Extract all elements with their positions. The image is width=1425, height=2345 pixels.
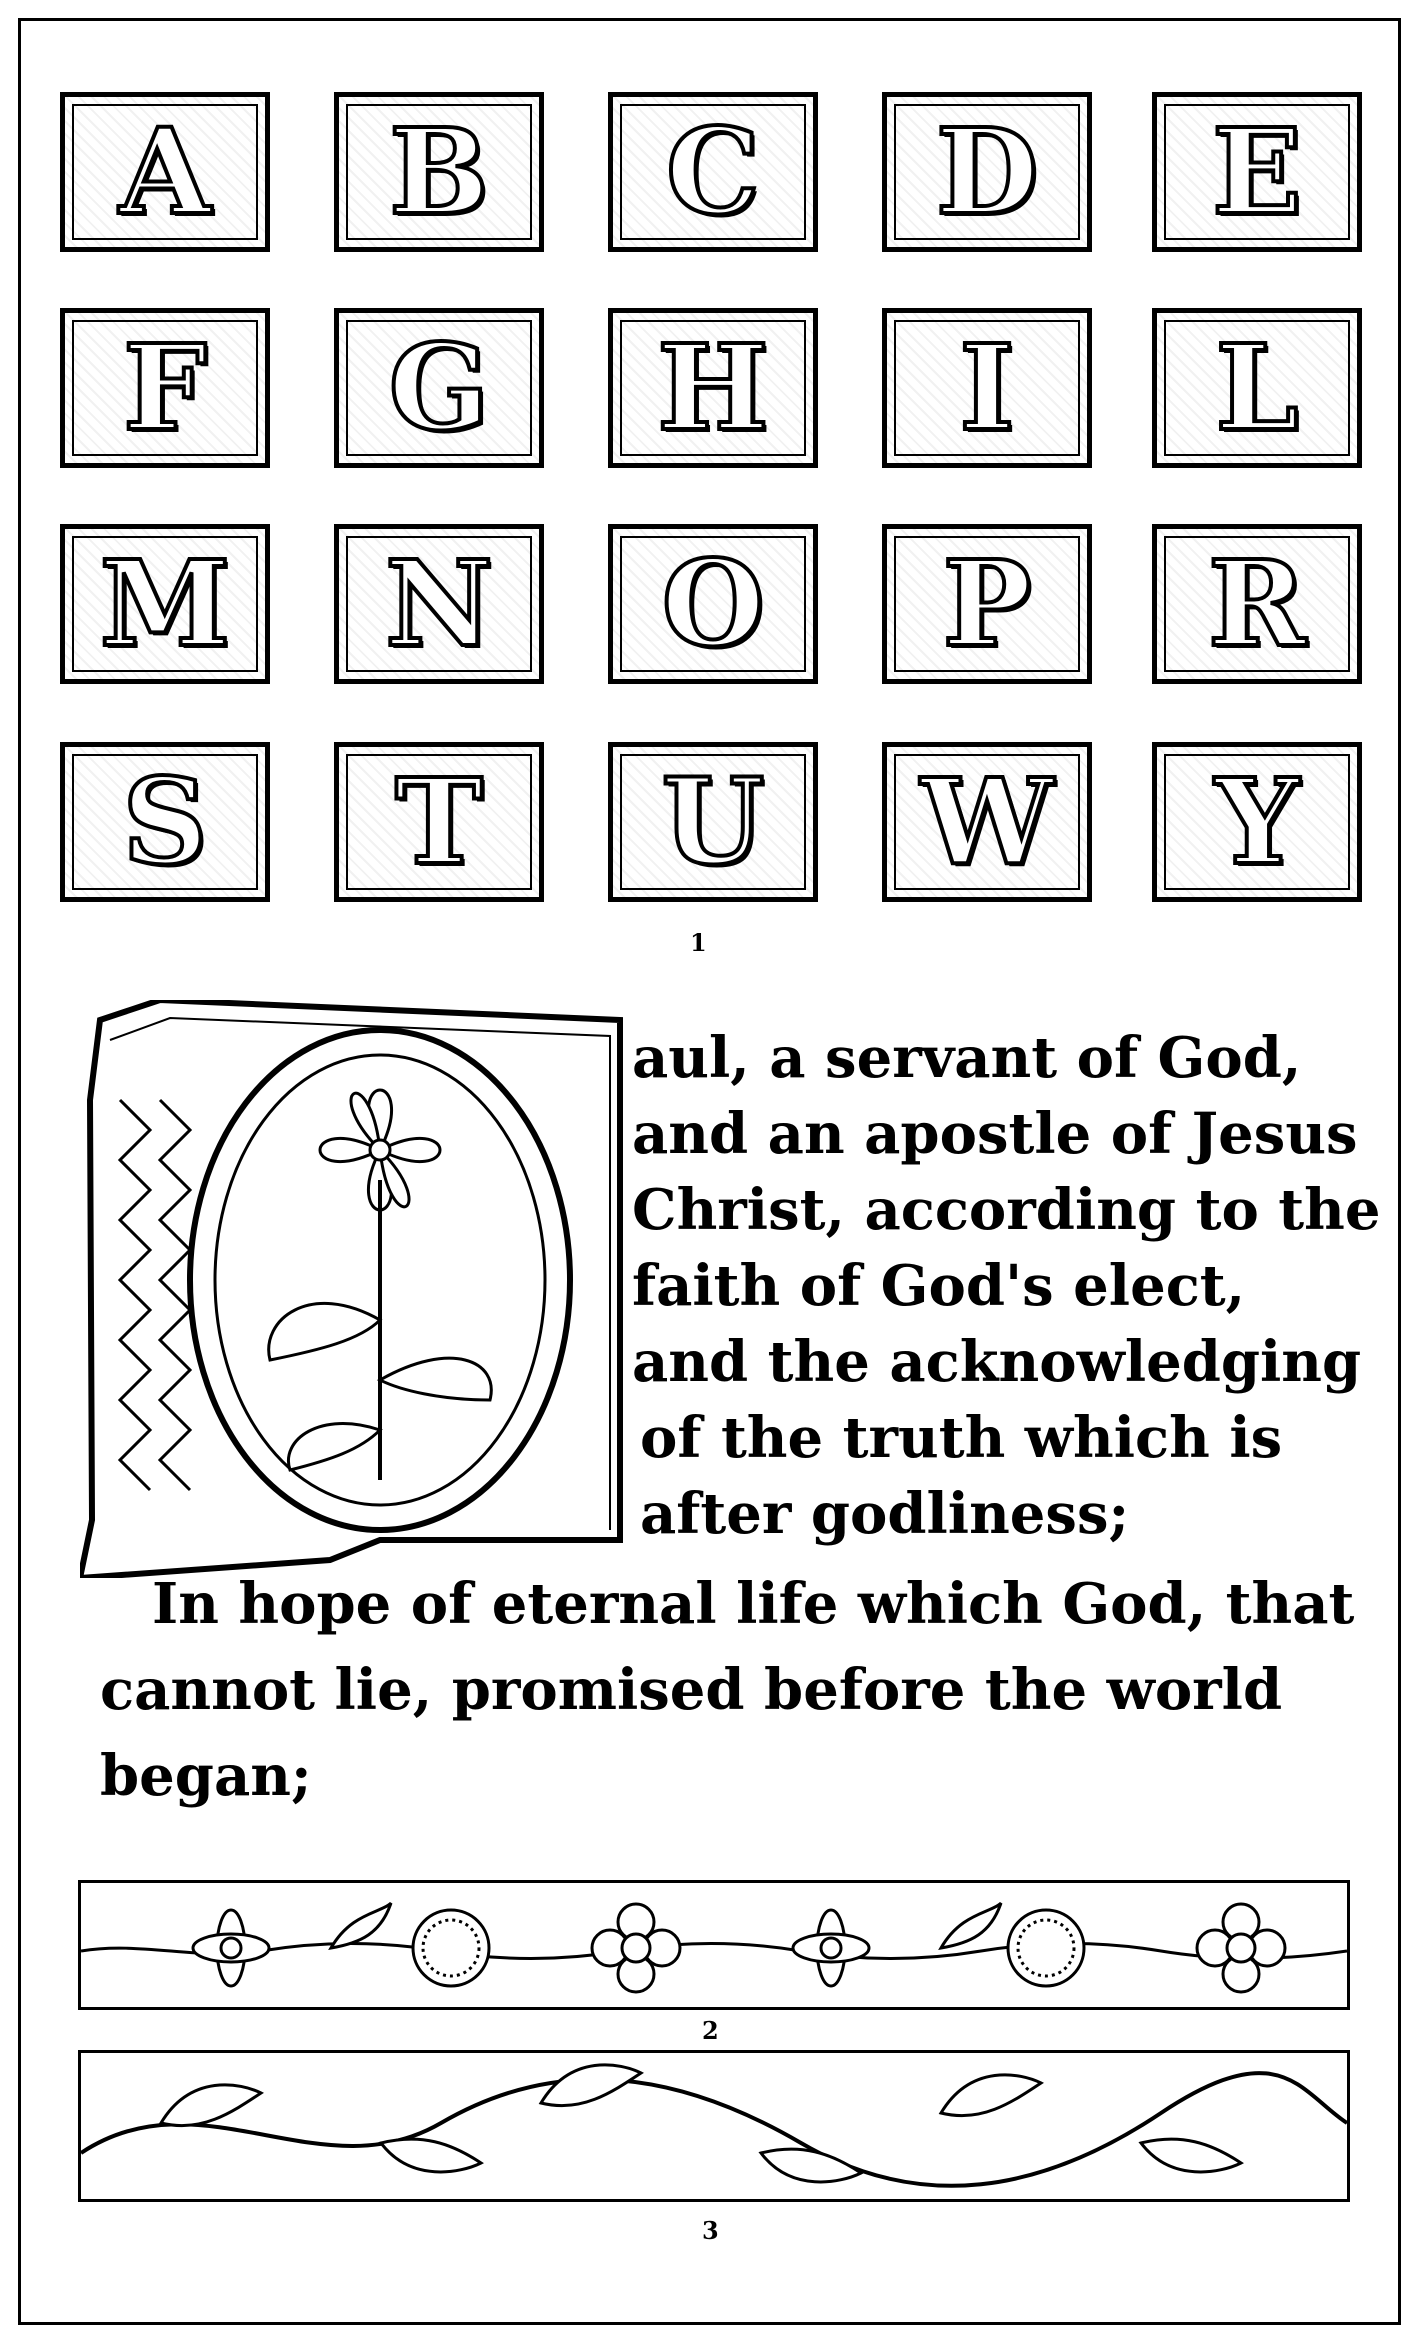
initial-letter: C xyxy=(666,102,760,241)
initial-letter: L xyxy=(1215,318,1299,457)
initial-tile xyxy=(60,308,270,468)
initial-letter: O xyxy=(661,534,765,673)
initial-tile xyxy=(1152,308,1362,468)
initial-tile xyxy=(334,742,544,902)
foliage-border xyxy=(78,2050,1350,2202)
initial-tile xyxy=(882,308,1092,468)
drop-cap-frame-icon xyxy=(80,1000,628,1578)
initial-tile xyxy=(60,742,270,902)
initial-letter: A xyxy=(119,102,211,241)
initial-tile xyxy=(608,308,818,468)
initial-tile xyxy=(60,524,270,684)
initial-letter: W xyxy=(920,752,1054,891)
figure-label-3: 3 xyxy=(702,2216,719,2245)
initial-tile xyxy=(334,92,544,252)
verse-line: aul, a servant of God, xyxy=(632,1025,1302,1091)
initial-letter-grid xyxy=(52,92,1372,912)
verse-line: Christ, according to the xyxy=(632,1177,1381,1243)
initial-letter: N xyxy=(385,534,493,673)
verse-line: In hope of eternal life which God, that xyxy=(152,1571,1355,1637)
initial-tile xyxy=(1152,742,1362,902)
verse-line: of the truth which is xyxy=(640,1405,1283,1471)
initial-letter: S xyxy=(122,752,208,891)
floral-border xyxy=(78,1880,1350,2010)
initial-tile xyxy=(608,92,818,252)
floral-border-icon xyxy=(81,1883,1347,2007)
verse-line: cannot lie, promised before the world xyxy=(100,1657,1283,1723)
initial-letter: R xyxy=(1207,534,1307,673)
initial-letter: G xyxy=(388,318,490,457)
initial-letter: I xyxy=(959,318,1015,457)
initial-letter: B xyxy=(389,102,489,241)
verse-line: faith of God's elect, xyxy=(632,1253,1246,1319)
figure-label-2: 2 xyxy=(702,2016,719,2045)
initial-letter: T xyxy=(395,752,483,891)
initial-tile xyxy=(60,92,270,252)
verse-line: after godliness; xyxy=(640,1481,1130,1547)
initial-letter: E xyxy=(1212,102,1302,241)
initial-tile xyxy=(1152,92,1362,252)
drop-cap xyxy=(80,1000,628,1578)
verse-line: began; xyxy=(100,1743,312,1809)
initial-tile xyxy=(882,92,1092,252)
initial-tile xyxy=(882,742,1092,902)
initial-tile xyxy=(334,308,544,468)
initial-letter: U xyxy=(661,752,765,891)
initial-tile xyxy=(1152,524,1362,684)
initial-letter: D xyxy=(935,102,1039,241)
figure-label-1: 1 xyxy=(690,928,707,957)
initial-tile xyxy=(608,524,818,684)
initial-tile xyxy=(334,524,544,684)
initial-letter: H xyxy=(657,318,769,457)
initial-letter: Y xyxy=(1214,752,1300,891)
initial-letter: M xyxy=(99,534,231,673)
verse-line: and the acknowledging xyxy=(632,1329,1362,1395)
initial-letter: F xyxy=(123,318,207,457)
initial-tile xyxy=(882,524,1092,684)
foliage-border-icon xyxy=(81,2053,1347,2199)
verse-line: and an apostle of Jesus xyxy=(632,1101,1358,1167)
initial-tile xyxy=(608,742,818,902)
initial-letter: P xyxy=(942,534,1032,673)
